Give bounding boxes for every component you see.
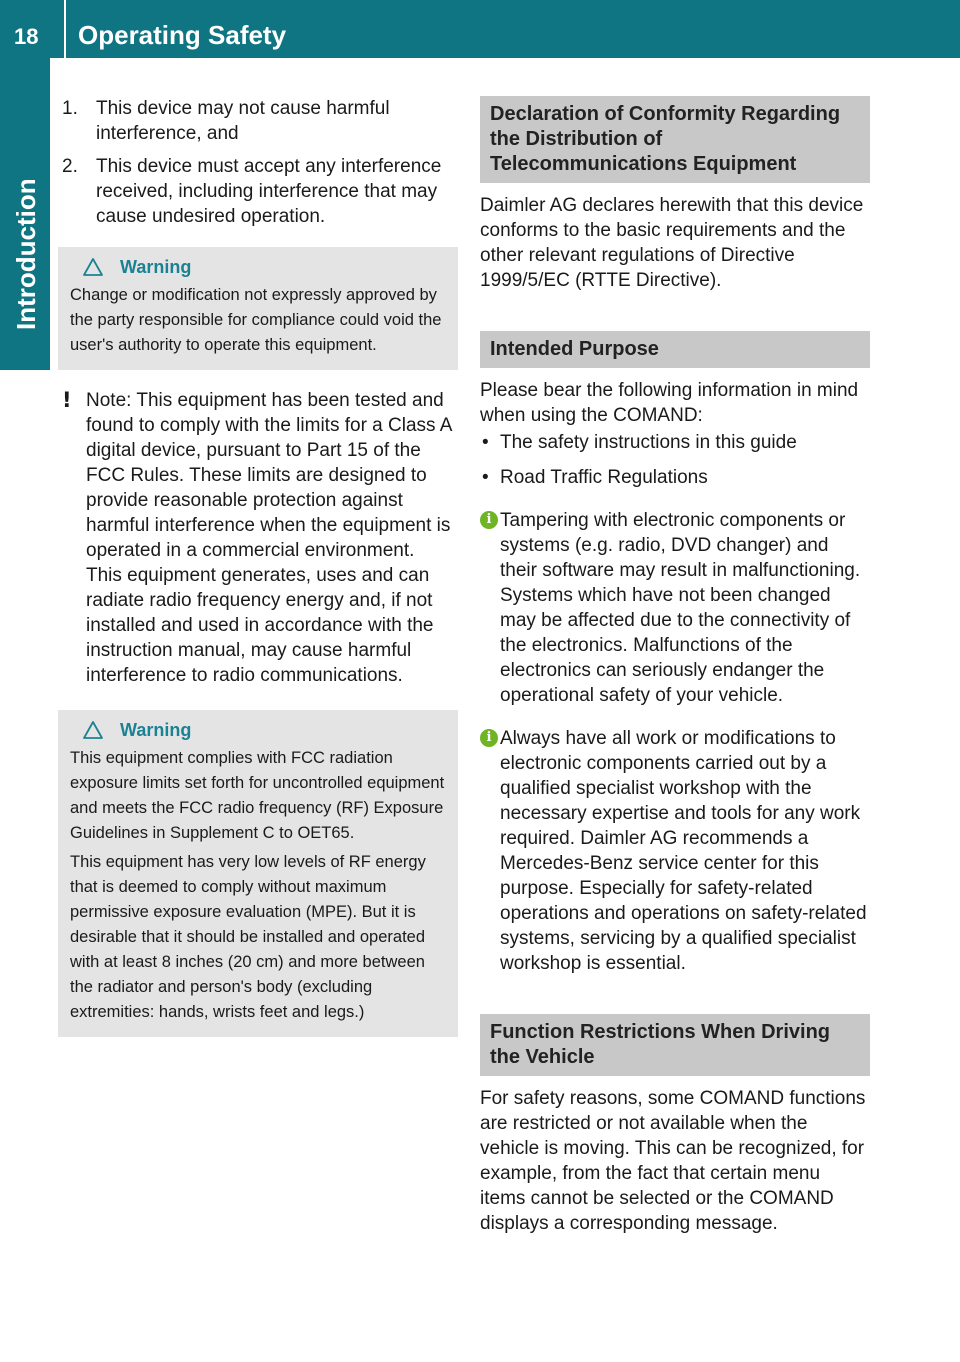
bullet-icon: • — [482, 432, 489, 453]
warning-box — [58, 247, 458, 370]
warning-box — [58, 710, 458, 1037]
exclamation-icon: ! — [62, 388, 72, 412]
warning-text: This equipment complies with FCC radiation exposure limits set forth for uncontrolled equipment and meets the FCC radio frequency (RF) Exposure Guidelines in Supplement C to OET65. — [70, 749, 445, 842]
restrictions-text: For safety reasons, some COMAND functions are restricted or not available when the vehicle is moving. This can be recognized, for example, from the fact that certain menu items cannot be selected or the COMAND displays a corresponding message. — [480, 1088, 866, 1234]
warning-title: Warning — [120, 257, 192, 277]
warning-title: Warning — [120, 720, 192, 740]
info-icon: i — [480, 729, 498, 747]
intended-intro: Please bear the following information in mind when using the COMAND: — [480, 380, 859, 426]
bullet-icon: • — [482, 467, 489, 488]
bullet-text: Road Traffic Regulations — [500, 467, 708, 488]
right-column — [480, 96, 870, 1236]
info-note — [480, 508, 870, 708]
header-divider — [64, 0, 66, 58]
section-heading-function-restrictions: Function Restrictions When Driving the Vehicle — [480, 1014, 870, 1076]
note — [62, 388, 454, 688]
list-number: 2. — [62, 156, 78, 177]
warning-header — [70, 255, 446, 279]
numbered-list — [62, 96, 454, 229]
warning-text: This equipment has very low levels of RF energy that is deemed to comply without maximum permissive exposure evaluation (MPE). But it is desirable that it should be installed and operated with at least 8 inches (20 cm) and more between the radiator and person's body (excluding extremities: hands, wrists feet and legs.) — [70, 853, 426, 1021]
declaration-text: Daimler AG declares herewith that this device conforms to the basic requirements and the other relevant regulations of Directive 1999/5/EC (RTTE Directive). — [480, 195, 864, 291]
bullet-text: The safety instructions in this guide — [500, 432, 797, 453]
side-tab-label: Introduction — [11, 178, 41, 330]
list-text: This device must accept any interference received, including interference that may cause undesired operation. — [96, 156, 442, 227]
warning-text: Change or modification not expressly approved by the party responsible for compliance could void the user's authority to operate this equipment. — [70, 286, 442, 354]
list-text: This device may not cause harmful interference, and — [96, 98, 390, 144]
bullet-item — [480, 465, 870, 490]
page-title: Operating Safety — [78, 20, 287, 50]
info-text: Always have all work or modifications to electronic components carried out by a qualified specialist workshop with the necessary expertise and tools for any work required. Daimler AG recommends a Mercedes-Benz service center for this purpose. Especially for safety-related operations and operations on safety-related systems, servicing by a qualified specialist workshop is essential. — [500, 728, 867, 974]
warning-triangle-icon — [82, 257, 104, 277]
page-number: 18 — [14, 24, 39, 49]
warning-header — [70, 718, 446, 742]
list-item — [62, 96, 454, 146]
header-bar — [0, 0, 960, 58]
info-note — [480, 726, 870, 976]
note-text: Note: This equipment has been tested and found to comply with the limits for a Class A digital device, pursuant to Part 15 of the FCC Rules. These limits are designed to provide reasonable protection against harmful interference when the equipment is operated in a commercial environment. This equipment generates, uses and can radiate radio frequency energy and, if not installed and used in accordance with the instruction manual, may cause harmful interference to radio communications. — [86, 390, 452, 686]
warning-triangle-icon — [82, 720, 104, 740]
section-heading-intended-purpose: Intended Purpose — [480, 331, 870, 368]
list-number: 1. — [62, 98, 78, 119]
bullet-item — [480, 430, 870, 455]
info-icon: i — [480, 511, 498, 529]
list-item — [62, 154, 454, 229]
left-column — [62, 96, 454, 1055]
info-text: Tampering with electronic components or systems (e.g. radio, DVD changer) and their software may result in malfunctioning. Systems which have not been changed may be affected due to the connectivity of the electronics. Malfunctions of the electronics can seriously endanger the operational safety of your vehicle. — [500, 510, 861, 706]
section-heading-declaration: Declaration of Conformity Regarding the Distribution of Telecommunications Equipment — [480, 96, 870, 183]
